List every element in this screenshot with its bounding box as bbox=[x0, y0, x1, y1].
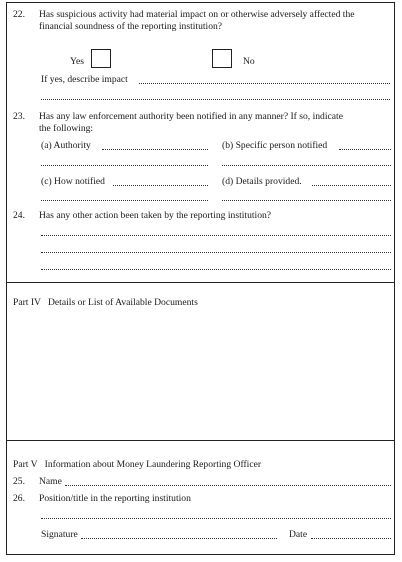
part4-document-area[interactable] bbox=[7, 313, 394, 439]
q23-number: 23. bbox=[13, 111, 25, 122]
q22-question-line1: Has suspicious activity had material impact on or otherwise adversely affected the bbox=[39, 9, 355, 20]
q25-name-field[interactable] bbox=[65, 485, 391, 486]
q23-authority-field-line2[interactable] bbox=[41, 165, 208, 166]
q22-no-label: No bbox=[243, 56, 255, 67]
q24-answer-line2[interactable] bbox=[41, 252, 391, 253]
q24-answer-line1[interactable] bbox=[41, 235, 391, 236]
signature-field[interactable] bbox=[81, 538, 277, 539]
q22-yes-checkbox[interactable] bbox=[91, 49, 111, 68]
q26-position-label: Position/title in the reporting institution bbox=[39, 493, 191, 504]
form-frame bbox=[6, 2, 395, 555]
q23-details-field-line2[interactable] bbox=[222, 200, 391, 201]
q23-question-line1: Has any law enforcement authority been notified in any manner? If so, indicate bbox=[39, 111, 343, 122]
signature-label: Signature bbox=[41, 529, 78, 540]
q23-how-field-line2[interactable] bbox=[41, 200, 208, 201]
q24-number: 24. bbox=[13, 210, 25, 221]
part4-divider bbox=[7, 282, 394, 283]
q22-question-line2: financial soundness of the reporting institution? bbox=[39, 21, 223, 32]
q23-details-field[interactable] bbox=[312, 185, 391, 186]
q23-question-line2: the following: bbox=[39, 123, 94, 134]
part4-heading: Part IV Details or List of Available Documents bbox=[13, 297, 198, 308]
q23-authority-field[interactable] bbox=[102, 149, 208, 150]
part5-divider bbox=[7, 440, 394, 441]
q24-answer-line3[interactable] bbox=[41, 269, 391, 270]
q25-name-label: Name bbox=[39, 476, 62, 487]
q22-yes-label: Yes bbox=[70, 56, 84, 67]
q22-impact-field[interactable] bbox=[139, 83, 390, 84]
date-field[interactable] bbox=[311, 538, 391, 539]
q23-person-field[interactable] bbox=[339, 149, 391, 150]
q22-no-checkbox[interactable] bbox=[212, 49, 232, 68]
q23-how-label: (c) How notified bbox=[41, 176, 105, 187]
q26-position-field[interactable] bbox=[41, 518, 391, 519]
q23-details-label: (d) Details provided. bbox=[222, 176, 302, 187]
q23-authority-label: (a) Authority bbox=[41, 140, 91, 151]
q23-how-field[interactable] bbox=[113, 185, 208, 186]
q24-question: Has any other action been taken by the reporting institution? bbox=[39, 210, 272, 221]
q23-person-label: (b) Specific person notified bbox=[222, 140, 328, 151]
q23-person-field-line2[interactable] bbox=[222, 165, 391, 166]
q22-impact-field-line2[interactable] bbox=[41, 99, 390, 100]
part5-heading: Part V Information about Money Laundering Reporting Officer bbox=[13, 459, 262, 470]
q22-number: 22. bbox=[13, 9, 25, 20]
q26-number: 26. bbox=[13, 493, 25, 504]
q22-impact-label: If yes, describe impact bbox=[41, 74, 128, 85]
date-label: Date bbox=[289, 529, 308, 540]
q25-number: 25. bbox=[13, 476, 25, 487]
